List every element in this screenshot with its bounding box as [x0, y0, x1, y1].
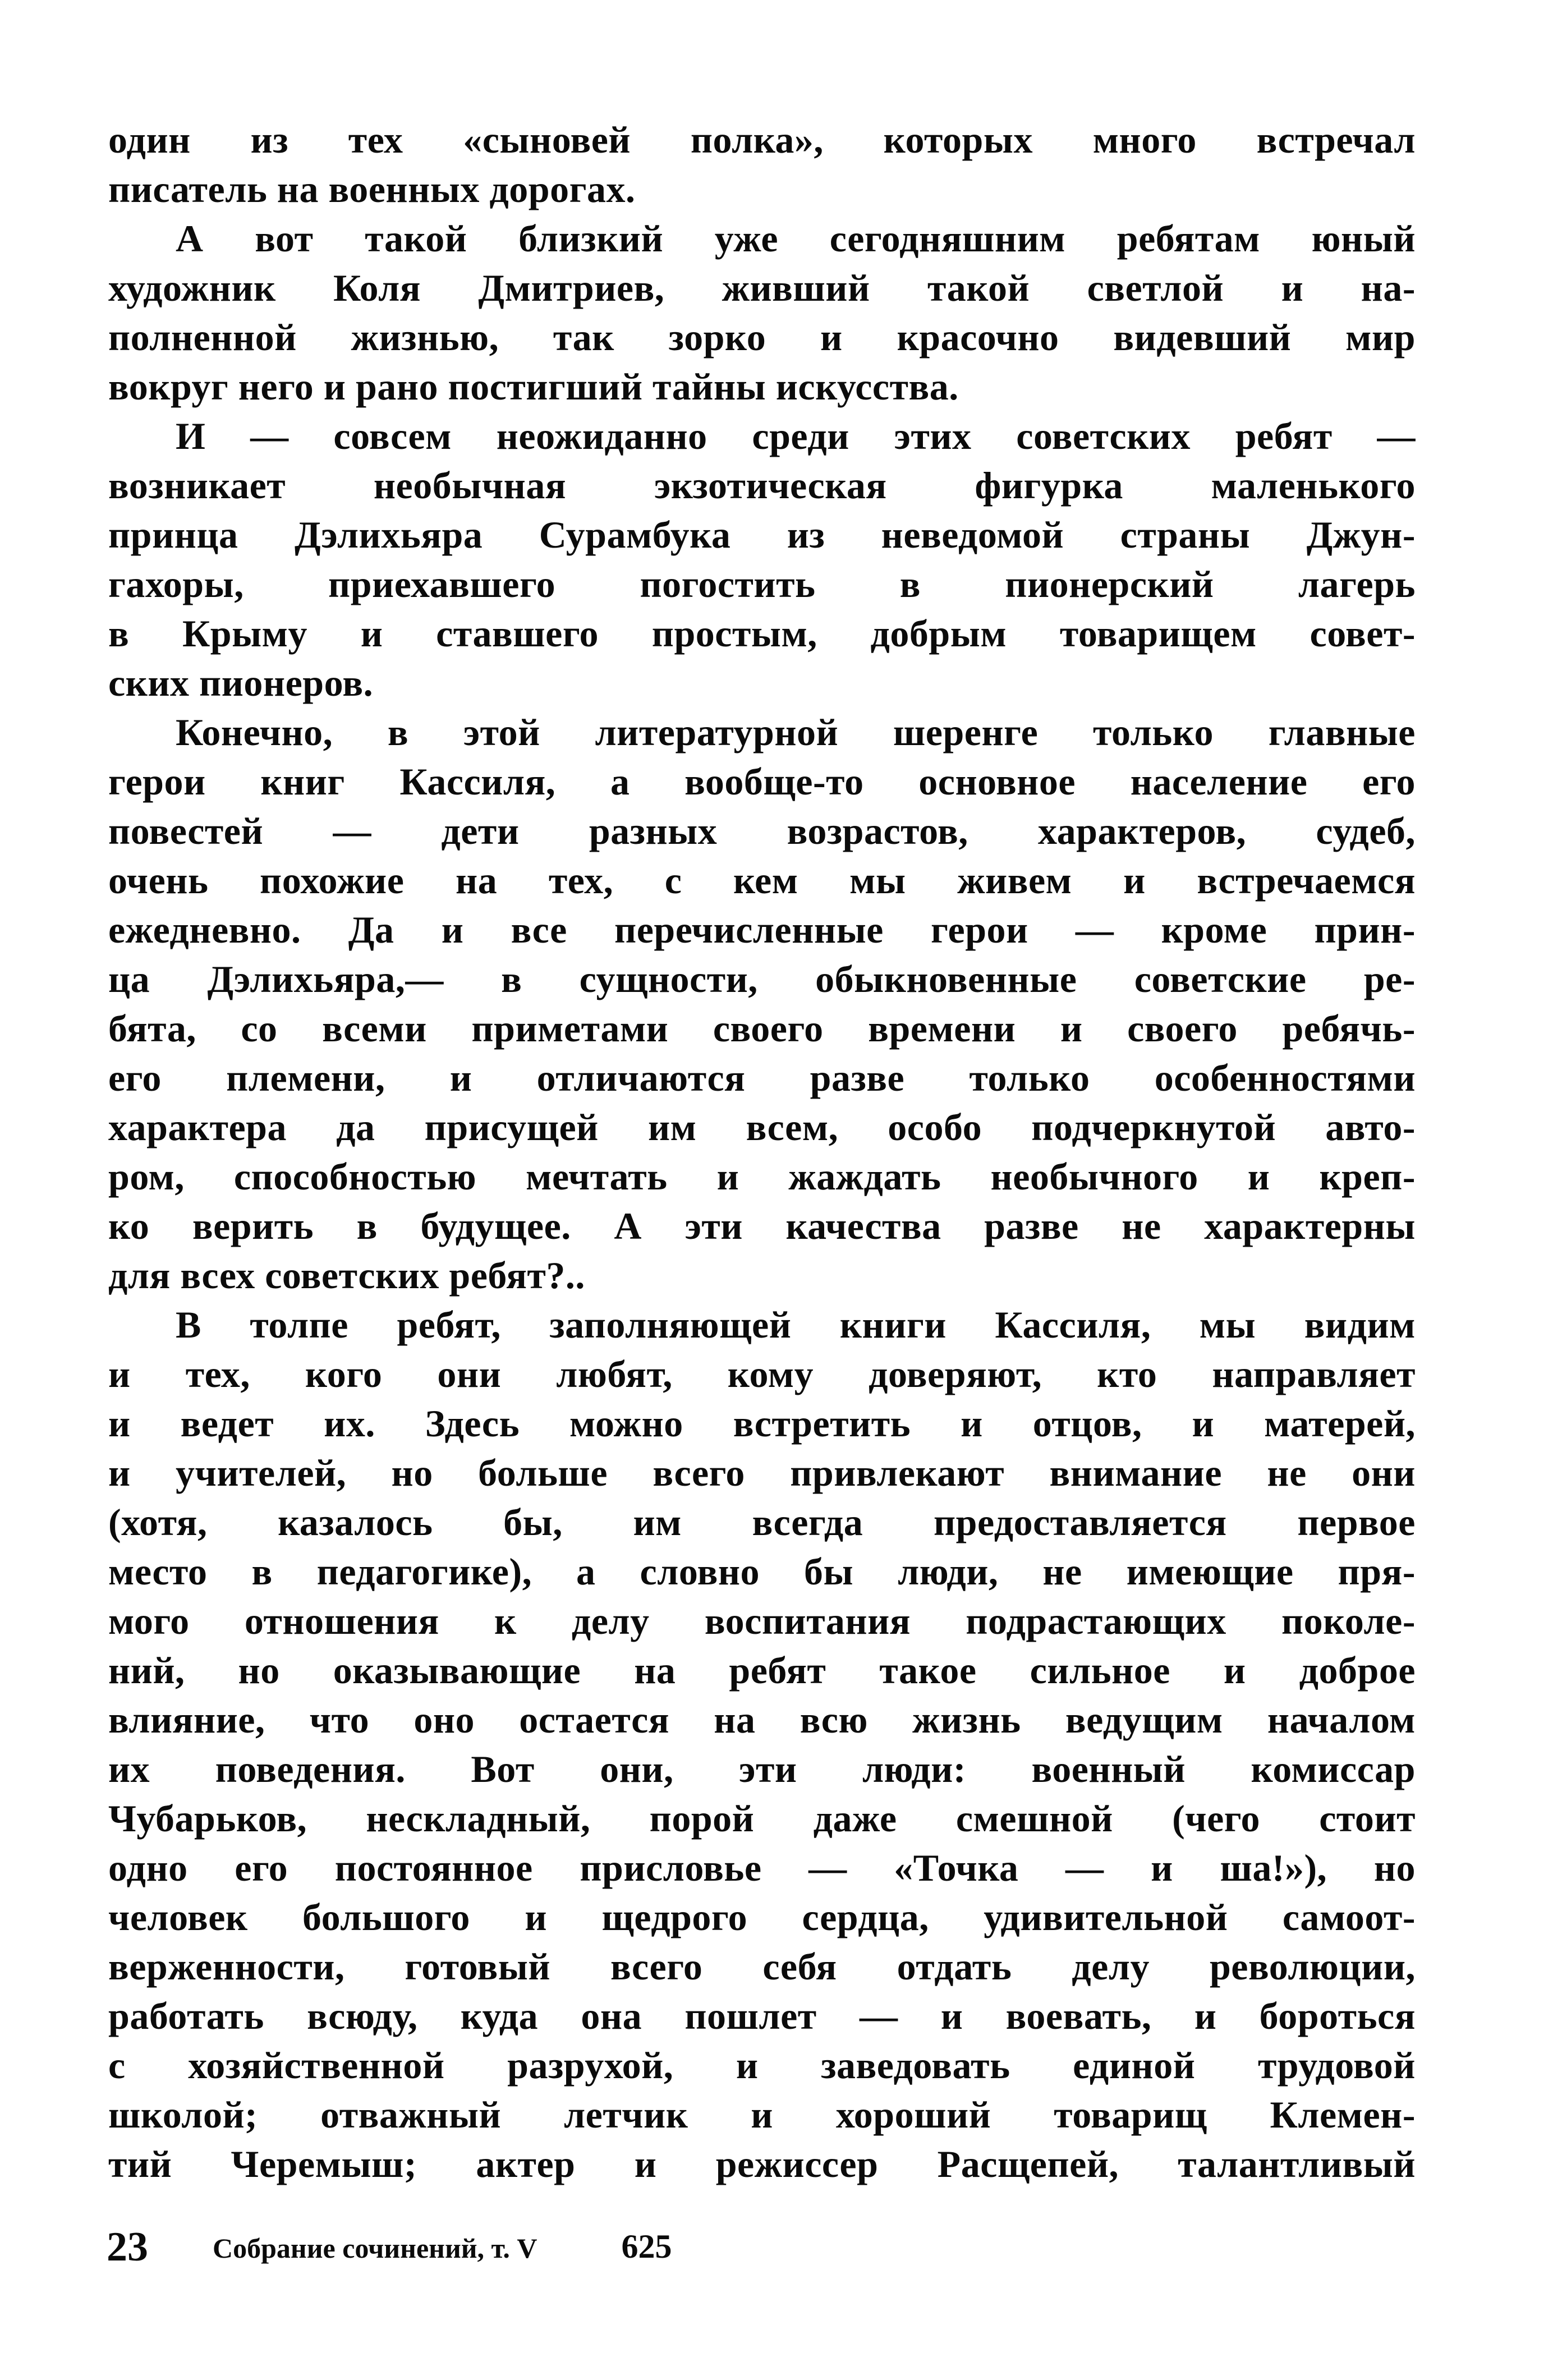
text-line: ежедневно. Да и все перечисленные герои — кроме прин-	[108, 908, 1416, 951]
text-line: его племени, и отличаются разве только особенностями	[108, 1056, 1416, 1099]
text-line: писатель на военных дорогах.	[108, 168, 636, 210]
text-line: верженности, готовый всего себя отдать делу революции,	[108, 1945, 1416, 1988]
text-line: А вот такой близкий уже сегодняшним ребятам юный	[176, 217, 1416, 260]
text-line: и тех, кого они любят, кому доверяют, кто направляет	[108, 1353, 1416, 1395]
text-line: в Крыму и ставшего простым, добрым товарищем совет-	[108, 612, 1416, 655]
text-line: вокруг него и рано постигший тайны искусства.	[108, 365, 959, 408]
text-line: влияние, что оно остается на всю жизнь ведущим началом	[108, 1698, 1416, 1741]
text-line: их поведения. Вот они, эти люди: военный комиссар	[108, 1748, 1416, 1790]
text-line: место в педагогике), а словно бы люди, не имеющие пря-	[108, 1550, 1416, 1593]
text-line: с хозяйственной разрухой, и заведовать единой трудовой	[108, 2044, 1416, 2087]
text-line: очень похожие на тех, с кем мы живем и встречаемся	[108, 859, 1416, 902]
text-line: герои книг Кассиля, а вообще-то основное население его	[108, 760, 1416, 803]
text-line: один из тех «сыновей полка», которых много встречал	[108, 118, 1416, 161]
text-line: Конечно, в этой литературной шеренге только главные	[176, 711, 1416, 753]
text-line: бята, со всеми приметами своего времени и своего ребячь-	[108, 1007, 1416, 1050]
text-line: Чубарьков, нескладный, порой даже смешной (чего стоит	[108, 1797, 1416, 1840]
text-line: школой; отважный летчик и хороший товарищ Клемен-	[108, 2093, 1416, 2136]
text-line: человек большого и щедрого сердца, удивительной самоот-	[108, 1896, 1416, 1938]
edition-note: Собрание сочинений, т. V	[213, 2232, 537, 2264]
page-footer	[107, 2226, 1414, 2268]
print-signature-number: 23	[107, 2224, 148, 2270]
text-line: художник Коля Дмитриев, живший такой светлой и на-	[108, 267, 1416, 309]
text-line: ских пионеров.	[108, 661, 374, 704]
text-line: и ведет их. Здесь можно встретить и отцов, и матерей,	[108, 1402, 1416, 1445]
text-line: ца Дэлихьяра,— в сущности, обыкновенные советские ре-	[108, 958, 1416, 1000]
page-number: 625	[621, 2228, 672, 2265]
text-line: для всех советских ребят?..	[108, 1254, 585, 1297]
text-line: В толпе ребят, заполняющей книги Кассиля, мы видим	[176, 1303, 1416, 1346]
text-line: работать всюду, куда она пошлет — и воевать, и бороться	[108, 1995, 1416, 2037]
text-line: И — совсем неожиданно среди этих советских ребят —	[176, 415, 1416, 457]
text-line: принца Дэлихьяра Сурамбука из неведомой страны Джун-	[108, 513, 1416, 556]
text-line: ко верить в будущее. А эти качества разве не характерны	[108, 1205, 1416, 1247]
text-line: одно его постоянное присловье — «Точка — и ша!»), но	[108, 1846, 1416, 1889]
body-text	[108, 115, 1416, 2189]
text-line: повестей — дети разных возрастов, характеров, судеб,	[108, 810, 1416, 852]
text-line: (хотя, казалось бы, им всегда предоставляется первое	[108, 1501, 1416, 1543]
text-line: тий Черемыш; актер и режиссер Расщепей, талантливый	[108, 2143, 1416, 2185]
text-line: ром, способностью мечтать и жаждать необычного и креп-	[108, 1155, 1416, 1198]
text-line: характера да присущей им всем, особо подчеркнутой авто-	[108, 1106, 1416, 1148]
text-line: ний, но оказывающие на ребят такое сильное и доброе	[108, 1649, 1416, 1692]
text-line: и учителей, но больше всего привлекают внимание не они	[108, 1451, 1416, 1494]
text-line: полненной жизнью, так зорко и красочно видевший мир	[108, 316, 1416, 359]
text-line: мого отношения к делу воспитания подрастающих поколе-	[108, 1600, 1416, 1642]
text-line: возникает необычная экзотическая фигурка маленького	[108, 464, 1416, 507]
text-line: гахоры, приехавшего погостить в пионерский лагерь	[108, 563, 1416, 605]
